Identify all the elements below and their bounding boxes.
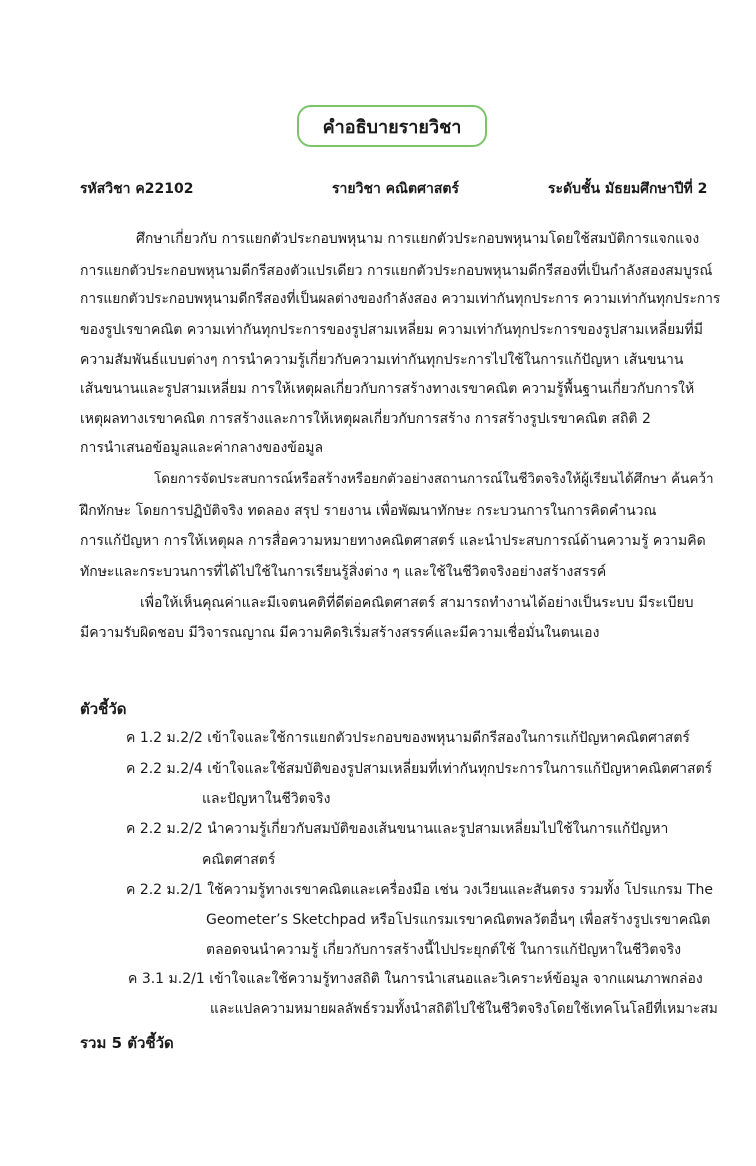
indicator-line: ค 2.2 ม.2/2 นำความรู้เกี่ยวกับสมบัติของเส้นขนานและรูปสามเหลี่ยมไปใช้ในการแก้ปัญหา [126, 821, 669, 837]
indicator-line: และปัญหาในชีวิตจริง [202, 791, 331, 807]
page-title: คำอธิบายรายวิชา [297, 105, 487, 147]
description-line: ของรูปเรขาคณิต ความเท่ากันทุกประการของรูปสามเหลี่ยม ความเท่ากันทุกประการของรูปสามเหลี่ยมที่มี [80, 322, 703, 338]
description-line: ความสัมพันธ์แบบต่างๆ การนำความรู้เกี่ยวกับความเท่ากันทุกประการไปใช้ในการแก้ปัญหา เส้นขนาน [80, 352, 684, 368]
description-line: ฝึกทักษะ โดยการปฏิบัติจริง ทดลอง สรุป รายงาน เพื่อพัฒนาทักษะ กระบวนการในการคิดคำนวณ [80, 503, 657, 519]
description-line: มีความรับผิดชอบ มีวิจารณญาณ มีความคิดริเริ่มสร้างสรรค์และมีความเชื่อมั่นในตนเอง [80, 625, 600, 641]
indicator-line: ค 2.2 ม.2/1 ใช้ความรู้ทางเรขาคณิตและเครื่องมือ เช่น วงเวียนและสันตรง รวมทั้ง โปรแกรม The [126, 882, 713, 898]
indicator-line: และแปลความหมายผลลัพธ์รวมทั้งนำสถิติไปใช้ในชีวิตจริงโดยใช้เทคโนโลยีที่เหมาะสม [210, 1001, 718, 1017]
description-line: การนำเสนอข้อมูลและค่ากลางของข้อมูล [80, 440, 324, 456]
course-code: รหัสวิชา ค22102 [80, 181, 194, 197]
indicators-heading: ตัวชี้วัด [80, 700, 127, 718]
description-line: การแยกตัวประกอบพหุนามดีกรีสองที่เป็นผลต่างของกำลังสอง ความเท่ากันทุกประการ ความเท่ากันทุกประการ [80, 291, 721, 307]
indicator-line: ค 2.2 ม.2/4 เข้าใจและใช้สมบัติของรูปสามเหลี่ยมที่เท่ากันทุกประการในการแก้ปัญหาคณิตศาสตร์ [126, 761, 713, 777]
indicator-line: ตลอดจนนำความรู้ เกี่ยวกับการสร้างนี้ไปประยุกต์ใช้ ในการแก้ปัญหาในชีวิตจริง [206, 942, 682, 958]
course-subject: รายวิชา คณิตศาสตร์ [332, 181, 460, 197]
description-line: โดยการจัดประสบการณ์หรือสร้างหรือยกตัวอย่างสถานการณ์ในชีวิตจริงให้ผู้เรียนได้ศึกษา ค้นคว้า [154, 471, 714, 487]
indicator-line: ค 1.2 ม.2/2 เข้าใจและใช้การแยกตัวประกอบของพหุนามดีกรีสองในการแก้ปัญหาคณิตศาสตร์ [126, 730, 690, 746]
description-line: ศึกษาเกี่ยวกับ การแยกตัวประกอบพหุนาม การแยกตัวประกอบพหุนามโดยใช้สมบัติการแจกแจง [136, 231, 700, 247]
indicator-line: Geometer’s Sketchpad หรือโปรแกรมเรขาคณิตพลวัตอื่นๆ เพื่อสร้างรูปเรขาคณิต [206, 912, 711, 928]
indicator-line: คณิตศาสตร์ [202, 852, 276, 868]
description-line: การแก้ปัญหา การให้เหตุผล การสื่อความหมายทางคณิตศาสตร์ และนำประสบการณ์ด้านความรู้ ความคิด [80, 533, 706, 549]
description-line: ทักษะและกระบวนการที่ได้ไปใช้ในการเรียนรู้สิ่งต่าง ๆ และใช้ในชีวิตจริงอย่างสร้างสรรค์ [80, 564, 607, 580]
description-line: เหตุผลทางเรขาคณิต การสร้างและการให้เหตุผลเกี่ยวกับการสร้าง การสร้างรูปเรขาคณิต สถิติ 2 [80, 411, 651, 427]
description-line: เพื่อให้เห็นคุณค่าและมีเจตนคติที่ดีต่อคณิตศาสตร์ สามารถทำงานได้อย่างเป็นระบบ มีระเบียบ [140, 595, 694, 611]
course-level: ระดับชั้น มัธยมศึกษาปีที่ 2 [548, 181, 708, 197]
description-line: เส้นขนานและรูปสามเหลี่ยม การให้เหตุผลเกี่ยวกับการสร้างทางเรขาคณิต ความรู้พื้นฐานเกี่ยวกับการให้ [80, 381, 695, 397]
description-line: การแยกตัวประกอบพหุนามดีกรีสองตัวแปรเดียว การแยกตัวประกอบพหุนามดีกรีสองที่เป็นกำลังสองสมบูรณ์ [80, 263, 713, 279]
indicator-line: ค 3.1 ม.2/1 เข้าใจและใช้ความรู้ทางสถิติ ในการนำเสนอและวิเคราะห์ข้อมูล จากแผนภาพกล่อง [128, 971, 703, 987]
indicators-total: รวม 5 ตัวชี้วัด [80, 1034, 174, 1052]
